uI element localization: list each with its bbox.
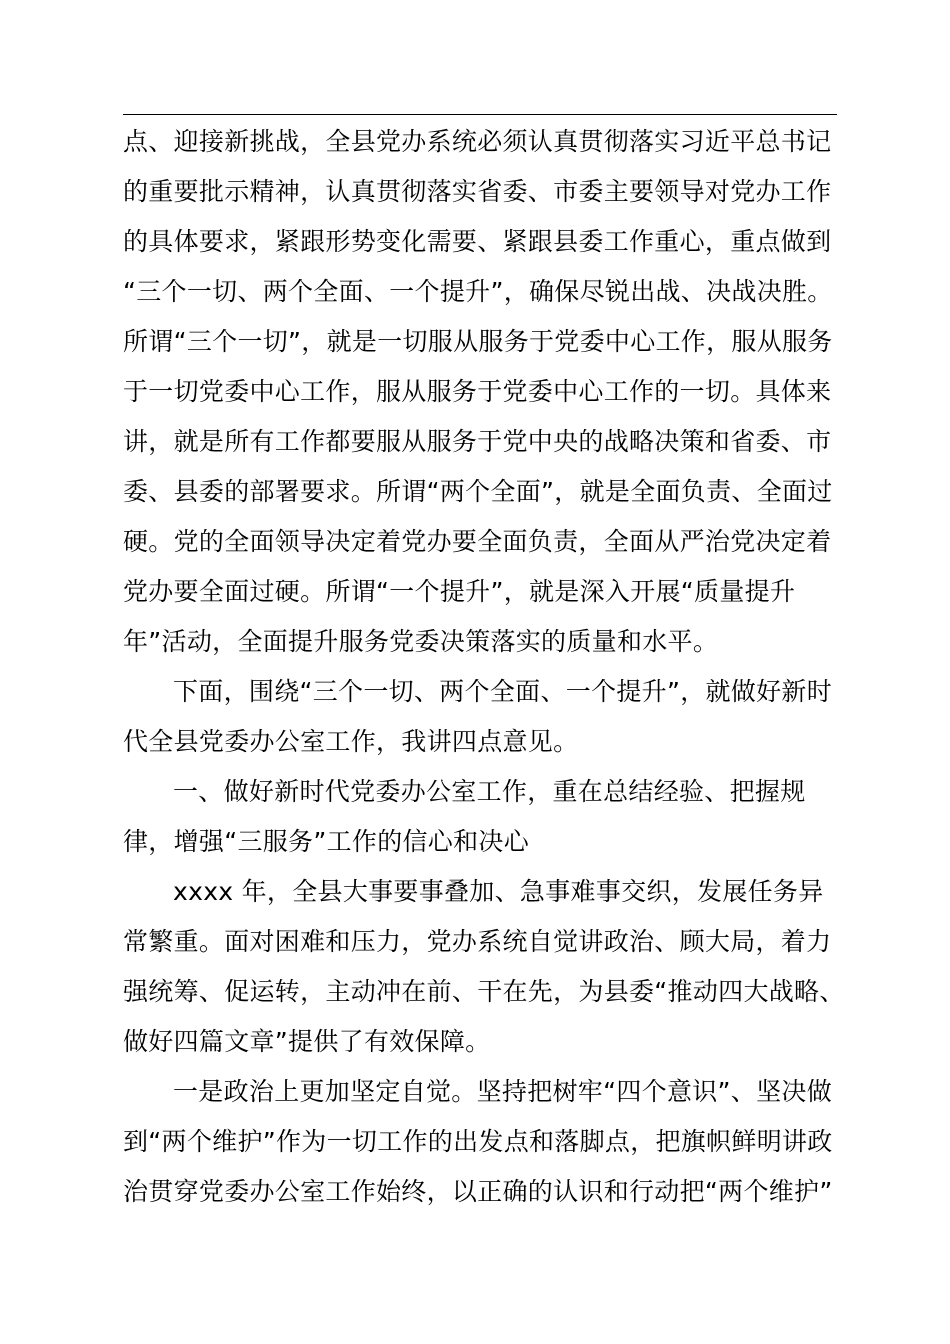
- text-line: 下面，围绕“三个一切、两个全面、一个提升”，就做好新时: [173, 677, 833, 706]
- text-line: 一是政治上更加坚定自觉。坚持把树牢“四个意识”、坚决做: [173, 1077, 833, 1106]
- section-heading-line: 律，增强“三服务”工作的信心和决心: [123, 827, 530, 856]
- text-line: 到“两个维护”作为一切工作的出发点和落脚点，把旗帜鲜明讲政: [123, 1127, 833, 1156]
- text-line: 治贯穿党委办公室工作始终，以正确的认识和行动把“两个维护”: [123, 1177, 833, 1206]
- header-rule: [123, 114, 837, 115]
- text-line: 代全县党委办公室工作，我讲四点意见。: [123, 727, 579, 756]
- text-line: 所谓“三个一切”，就是一切服从服务于党委中心工作，服从服务: [123, 327, 833, 356]
- text-line: 讲，就是所有工作都要服从服务于党中央的战略决策和省委、市: [123, 427, 832, 456]
- text-line: 做好四篇文章”提供了有效保障。: [123, 1027, 491, 1056]
- text-line: “三个一切、两个全面、一个提升”，确保尽锐出战、决战决胜。: [123, 277, 833, 306]
- text-line: xxxx 年，全县大事要事叠加、急事难事交织，发展任务异: [173, 877, 824, 906]
- text-line: 于一切党委中心工作，服从服务于党委中心工作的一切。具体来: [123, 377, 832, 406]
- text-line: 党办要全面过硬。所谓“一个提升”，就是深入开展“质量提升: [123, 577, 796, 606]
- text-line: 硬。党的全面领导决定着党办要全面负责，全面从严治党决定着: [123, 527, 832, 556]
- text-line: 的重要批示精神，认真贯彻落实省委、市委主要领导对党办工作: [123, 177, 832, 206]
- section-heading-line: 一、做好新时代党委办公室工作，重在总结经验、把握规: [173, 777, 806, 806]
- text-line: 委、县委的部署要求。所谓“两个全面”，就是全面负责、全面过: [123, 477, 833, 506]
- text-line: 强统筹、促运转，主动冲在前、干在先，为县委“推动四大战略、: [123, 977, 845, 1006]
- text-line: 的具体要求，紧跟形势变化需要、紧跟县委工作重心，重点做到: [123, 227, 832, 256]
- text-line: 点、迎接新挑战，全县党办系统必须认真贯彻落实习近平总书记: [123, 127, 832, 156]
- text-line: 年”活动，全面提升服务党委决策落实的质量和水平。: [123, 627, 719, 656]
- text-line: 常繁重。面对困难和压力，党办系统自觉讲政治、顾大局，着力: [123, 927, 832, 956]
